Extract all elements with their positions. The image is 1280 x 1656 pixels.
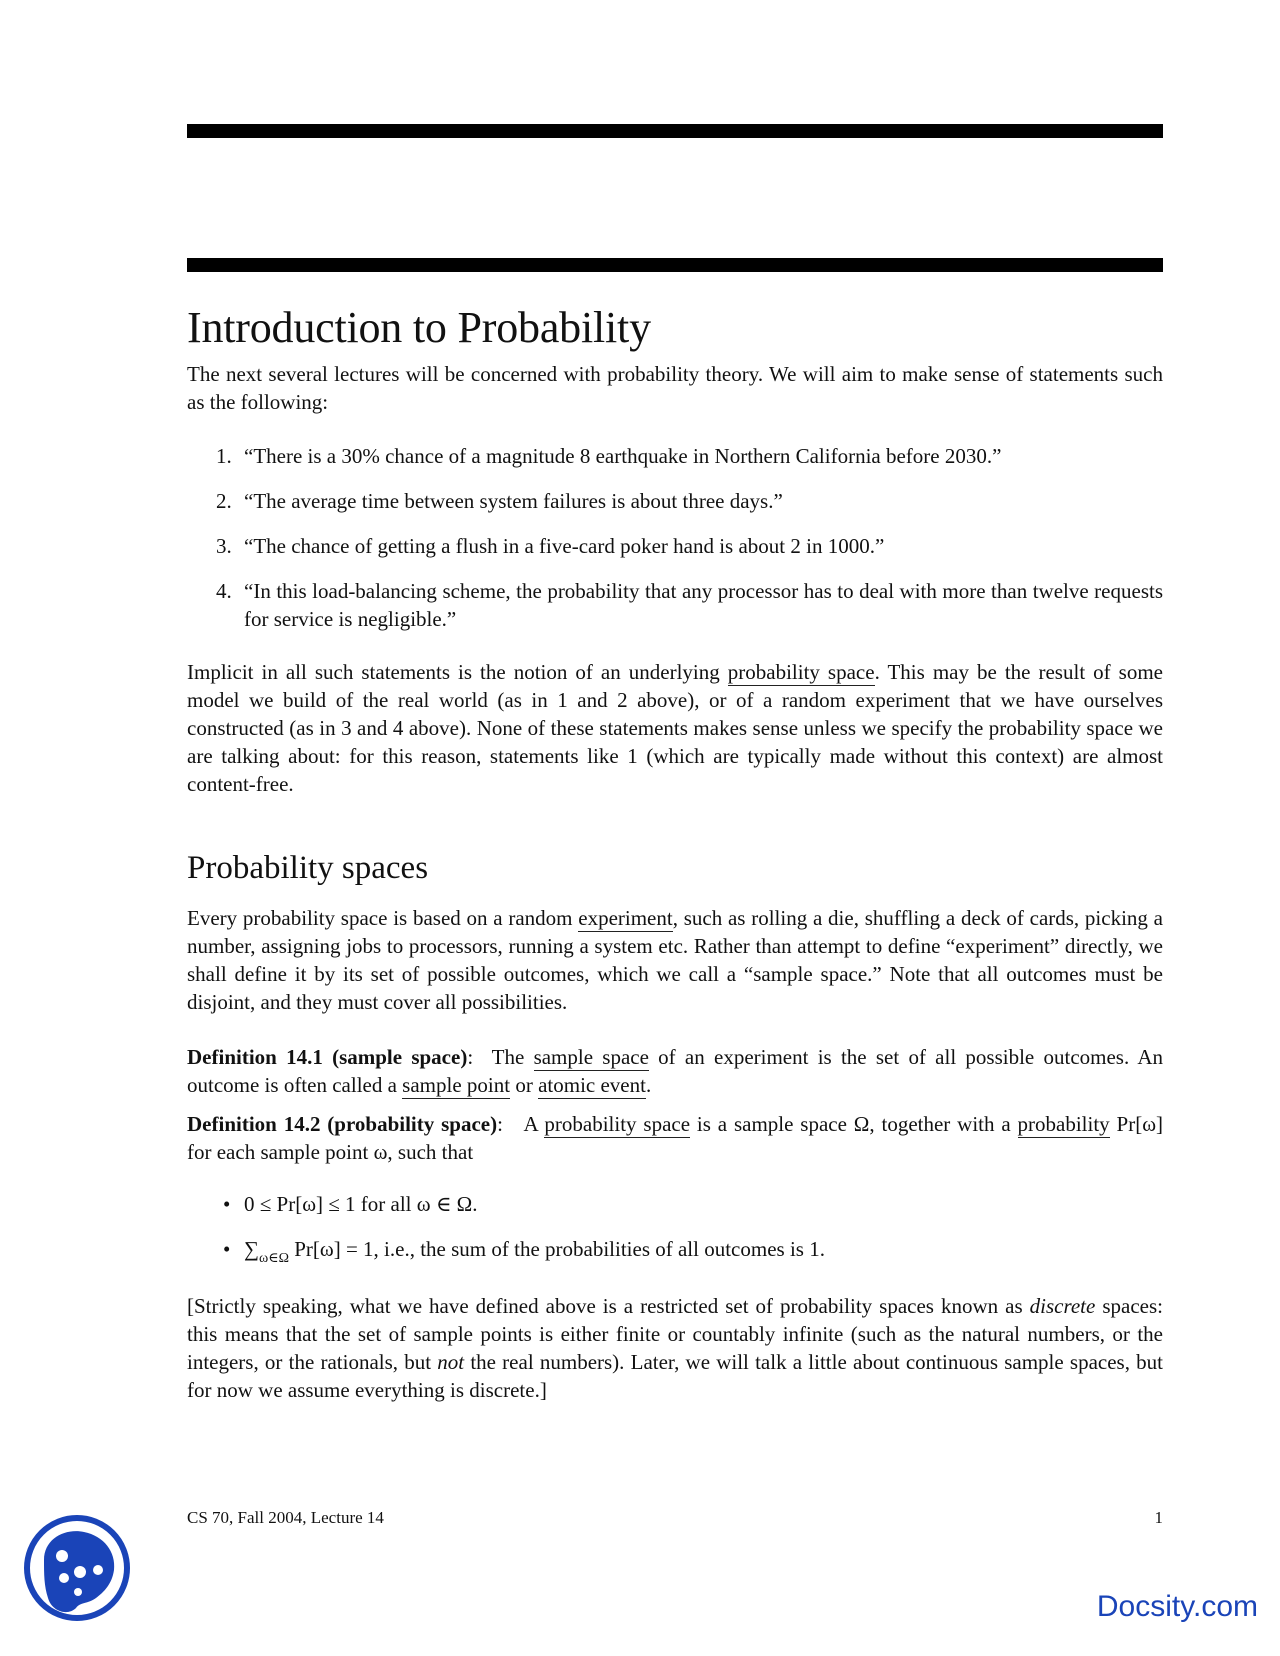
footer-page-number: 1 [1154,1508,1163,1527]
footer-course: CS 70, Fall 2004, Lecture 14 [187,1508,384,1527]
list-item: 3. “The chance of getting a flush in a five-card poker hand is about 2 in 1000.” [216,534,885,558]
docsity-brand-link[interactable]: Docsity.com [1096,1590,1258,1623]
definition-label: Definition 14.2 (probability space) [187,1112,498,1136]
list-item: • $\sum_{\omega\in\Omega}$ Pr[ω] = 1, i.e., the sum of the probabilities of all outcomes is 1. [223,1237,825,1266]
term-probability: probability [1017,1112,1110,1136]
term-probability-space: probability space [544,1112,691,1136]
page-title: Introduction to Probability [187,303,651,352]
list-item: 4. “In this load-balancing scheme, the probability that any processor has to deal with more than twelve requests for service is negligible.” [216,579,1163,631]
term-sample-space: sample space [533,1045,649,1069]
header-rule-top [187,124,1163,138]
definition-sample-space: Definition 14.1 (sample space): The sample space of an experiment is the set of all possible outcomes. An outcome is often called a sample point or atomic event. [187,1045,1163,1097]
definition-label: Definition 14.1 (sample space) [187,1045,468,1069]
statements-list [187,442,1163,633]
section-title: Probability spaces [187,850,429,886]
term-probability-space: probability space [727,660,875,684]
intro-paragraph: The next several lectures will be concerned with probability theory. We will aim to make sense of statements such as the following: [187,362,1163,414]
docsity-logo-icon[interactable] [22,1512,132,1624]
term-experiment: experiment [578,906,673,930]
discrete-note-paragraph: [Strictly speaking, what we have defined above is a restricted set of probability spaces known as discrete spaces: this means that the set of sample points is either finite or countably infinite (such as the natural numbers, or the integers, or the rationals, but not the real numbers). Later, we will talk a little about continuous sample spaces, but for now we assume everything is discrete.] [187,1294,1163,1402]
definition-probability-space: Definition 14.2 (probability space): A probability space is a sample space Ω, together with a probability Pr[ω] for each sample point ω, such that [187,1112,1164,1164]
header-rule-bottom [187,258,1163,272]
list-item: • 0 ≤ Pr[ω] ≤ 1 for all ω ∈ Ω. [223,1192,478,1216]
conditions-list [187,1190,1163,1273]
list-item: 1. “There is a 30% chance of a magnitude 8 earthquake in Northern California before 2030.” [216,444,1002,468]
term-atomic-event: atomic event [538,1073,646,1097]
term-sample-point: sample point [402,1073,511,1097]
section-paragraph: Every probability space is based on a random experiment, such as rolling a die, shuffling a deck of cards, picking a number, assigning jobs to processors, running a system etc. Rather than attempt to define “experiment” directly, we shall define it by its set of possible outcomes, which we call a “sample space.” Note that all outcomes must be disjoint, and they must cover all possibilities. [187,906,1163,1014]
list-item: 2. “The average time between system failures is about three days.” [216,489,783,513]
implicit-paragraph: Implicit in all such statements is the notion of an underlying probability space. This may be the result of some model we build of the real world (as in 1 and 2 above), or of a random experiment that we have ourselves constructed (as in 3 and 4 above). None of these statements makes sense unless we specify the probability space we are talking about: for this reason, statements like 1 (which are typically made without this context) are almost content-free. [187,660,1164,796]
